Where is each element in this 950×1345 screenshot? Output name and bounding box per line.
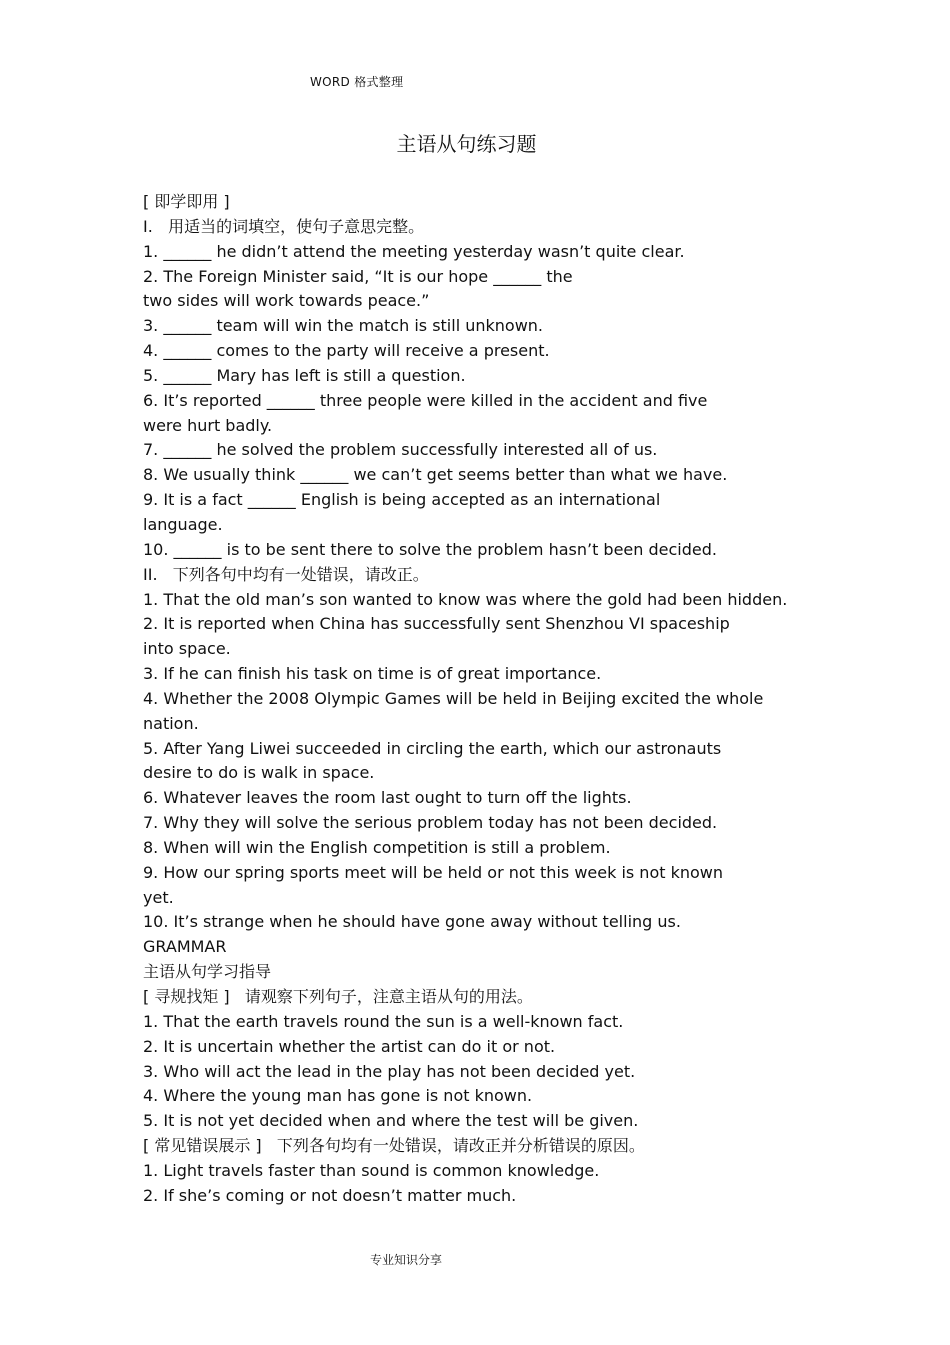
example-line: 2. It is uncertain whether the artist can do it or not. — [143, 1036, 556, 1056]
section-tag-practice: [ 即学即用 ] — [143, 192, 230, 211]
example-line: 1. Light travels faster than sound is common knowledge. — [143, 1160, 600, 1180]
exercise-line: 4. ______ comes to the party will receive a present. — [143, 341, 550, 361]
exercise-line: 10. ______ is to be sent there to solve the problem hasn’t been decided. — [143, 539, 717, 559]
exercise-line: 3. If he can finish his task on time is of great importance. — [143, 664, 602, 684]
guide-heading: 主语从句学习指导 — [143, 962, 272, 982]
exercise-line: 8. We usually think ______ we can’t get seems better than what we have. — [143, 465, 728, 485]
exercise-line: yet. — [143, 887, 174, 907]
exercise-line: 1. ______ he didn’t attend the meeting yesterday wasn’t quite clear. — [143, 241, 685, 261]
exercise-line: 7. Why they will solve the serious problem today has not been decided. — [143, 813, 718, 833]
part-one-instruction: I. 用适当的词填空，使句子意思完整。 — [143, 216, 425, 236]
exercise-line: 2. It is reported when China has successfully sent Shenzhou VI spaceship — [143, 614, 730, 634]
page-footer: 专业知识分享 — [369, 1253, 442, 1267]
exercise-line: were hurt badly. — [143, 415, 273, 435]
exercise-line: 6. It’s reported ______ three people were killed in the accident and five — [143, 390, 708, 410]
exercise-line: nation. — [143, 713, 199, 733]
example-line: 3. Who will act the lead in the play has not been decided yet. — [143, 1061, 636, 1081]
exercise-line: 5. After Yang Liwei succeeded in circling the earth, which our astronauts — [143, 738, 722, 758]
example-line: 5. It is not yet decided when and where the test will be given. — [143, 1111, 639, 1131]
section-tag-rules: [ 寻规找矩 ] 请观察下列句子，注意主语从句的用法。 — [143, 987, 533, 1006]
exercise-line: desire to do is walk in space. — [143, 763, 375, 783]
exercise-line: 9. How our spring sports meet will be held or not this week is not known — [143, 862, 724, 882]
exercise-line: 9. It is a fact ______ English is being accepted as an international — [143, 490, 661, 510]
exercise-line: 7. ______ he solved the problem successfully interested all of us. — [143, 440, 658, 460]
document-title: 主语从句练习题 — [396, 132, 537, 156]
exercise-line: 10. It’s strange when he should have gone away without telling us. — [143, 912, 681, 932]
exercise-line: 2. The Foreign Minister said, “It is our hope ______ the — [143, 266, 573, 286]
exercise-line: 8. When will win the English competition is still a problem. — [143, 837, 611, 857]
exercise-line: language. — [143, 514, 223, 534]
exercise-line: 5. ______ Mary has left is still a question. — [143, 365, 466, 385]
exercise-line: 3. ______ team will win the match is still unknown. — [143, 316, 544, 336]
example-line: 4. Where the young man has gone is not known. — [143, 1086, 533, 1106]
exercise-line: 6. Whatever leaves the room last ought to turn off the lights. — [143, 788, 632, 808]
document-body — [143, 190, 805, 1209]
page-header: WORD 格式整理 — [310, 75, 404, 89]
exercise-line: two sides will work towards peace.” — [143, 291, 430, 311]
exercise-line: into space. — [143, 639, 231, 659]
grammar-heading: GRAMMAR — [143, 937, 227, 957]
example-line: 2. If she’s coming or not doesn’t matter much. — [143, 1185, 517, 1205]
exercise-line: 4. Whether the 2008 Olympic Games will be held in Beijing excited the whole — [143, 688, 764, 708]
section-tag-errors: [ 常见错误展示 ] 下列各句均有一处错误，请改正并分析错误的原因。 — [143, 1136, 645, 1156]
example-line: 1. That the earth travels round the sun is a well-known fact. — [143, 1011, 624, 1031]
exercise-line: 1. That the old man’s son wanted to know was where the gold had been hidden. — [143, 589, 788, 609]
part-two-instruction: II. 下列各句中均有一处错误，请改正。 — [143, 564, 429, 584]
